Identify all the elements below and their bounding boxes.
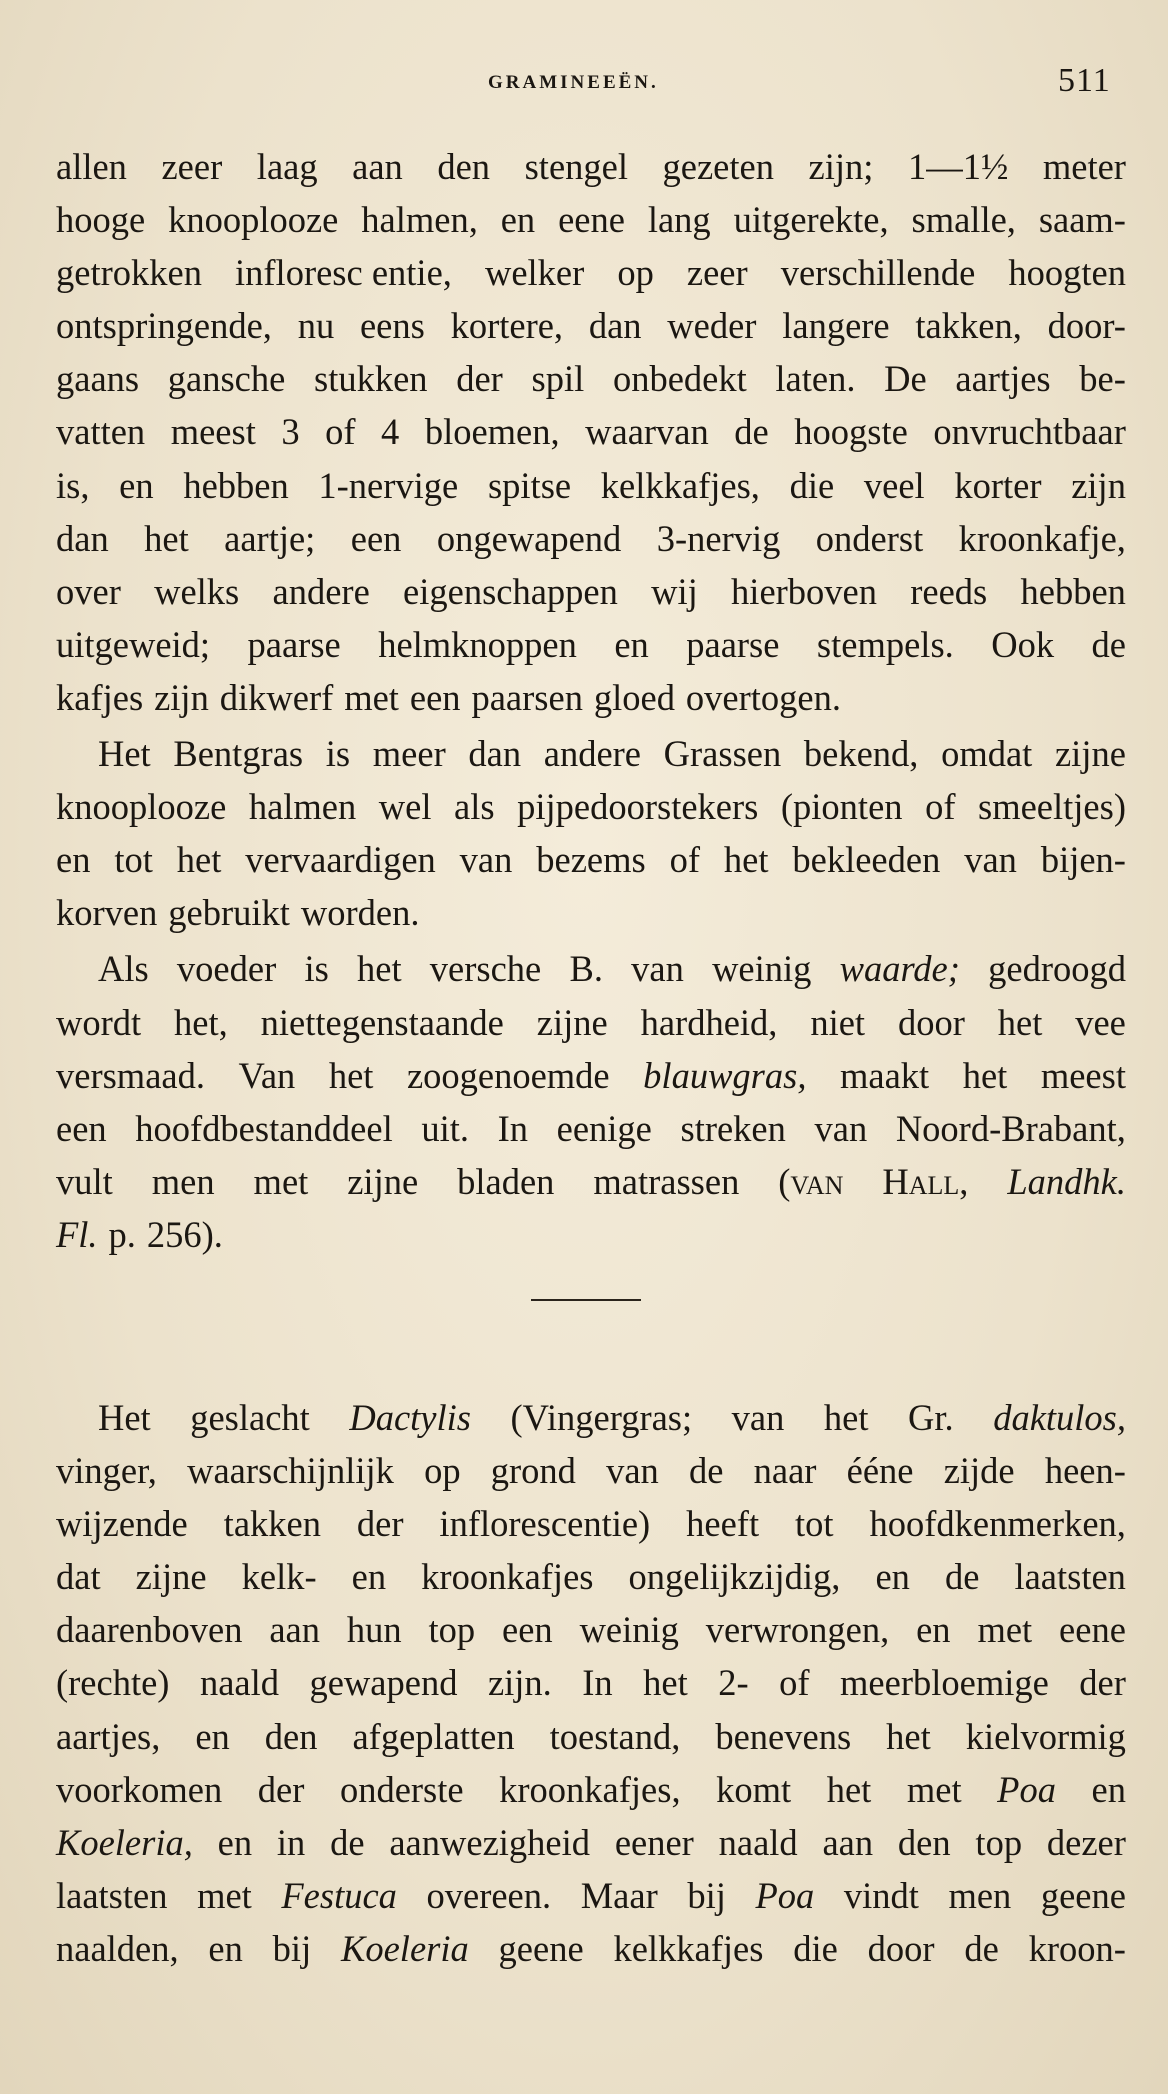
text-line: korven gebruikt worden. (56, 892, 420, 934)
text-line: wijzende takken der inflorescentie) heeft tot hoofdkenmerken, (56, 1503, 1126, 1545)
body-text (56, 140, 1126, 1975)
text-line: Fl. p. 256). (56, 1213, 223, 1255)
text-line: Het Bentgras is meer dan andere Grassen bekend, omdat zijne (98, 733, 1126, 775)
running-head: GRAMINEEËN. (488, 72, 659, 93)
text-line: wordt het, niettegenstaande zijne hardheid, niet door het vee (56, 1001, 1126, 1043)
text-line: vatten meest 3 of 4 bloemen, waarvan de hoogste onvruchtbaar (56, 411, 1126, 453)
text-line: een hoofdbestanddeel uit. In eenige streken van Noord-Brabant, (56, 1107, 1126, 1149)
text-line: ontspringende, nu eens kortere, dan weder langere takken, door- (56, 305, 1126, 347)
text-line: gaans gansche stukken der spil onbedekt laten. De aartjes be- (56, 358, 1126, 400)
text-line: aartjes, en den afgeplatten toestand, benevens het kielvormig (56, 1715, 1126, 1757)
page-header (0, 62, 1168, 112)
text-line: daarenboven aan hun top een weinig verwrongen, en met eene (56, 1609, 1126, 1651)
text-line: kafjes zijn dikwerf met een paarsen gloed overtogen. (56, 676, 841, 718)
text-line: is, en hebben 1-nervige spitse kelkkafjes, die veel korter zijn (56, 464, 1126, 506)
paragraph-voeder (56, 942, 1126, 1261)
text-line: versmaad. Van het zoogenoemde blauwgras, maakt het meest (56, 1054, 1126, 1096)
text-line: over welks andere eigenschappen wij hierboven reeds hebben (56, 570, 1126, 612)
text-line: dan het aartje; een ongewapend 3-nervig onderst kroonkafje, (56, 517, 1126, 559)
text-line: vult men met zijne bladen matrassen (van Hall, Landhk. (56, 1160, 1126, 1202)
text-line: knooplooze halmen wel als pijpedoorstekers (pionten of smeeltjes) (56, 786, 1126, 828)
section-divider (56, 1261, 1126, 1391)
text-line: Het geslacht Dactylis (Vingergras; van het Gr. daktulos, (98, 1396, 1126, 1438)
horizontal-rule (531, 1299, 641, 1301)
text-line: vinger, waarschijnlijk op grond van de naar ééne zijde heen- (56, 1450, 1126, 1492)
text-line: en tot het vervaardigen van bezems of het bekleeden van bijen- (56, 839, 1126, 881)
paragraph-bentgras (56, 727, 1126, 939)
text-line: allen zeer laag aan den stengel gezeten zijn; 1—1½ meter (56, 146, 1126, 187)
text-line: laatsten met Festuca overeen. Maar bij Poa vindt men geene (56, 1874, 1126, 1916)
text-line: hooge knooplooze halmen, en eene lang uitgerekte, smalle, saam- (56, 199, 1126, 241)
text-line: dat zijne kelk- en kroonkafjes ongelijkzijdig, en de laatsten (56, 1556, 1126, 1598)
text-line: uitgeweid; paarse helmknoppen en paarse stempels. Ook de (56, 623, 1126, 665)
text-line: naalden, en bij Koeleria geene kelkkafjes die door de kroon- (56, 1927, 1126, 1969)
paragraph-dactylis (56, 1391, 1126, 1975)
paragraph-continued (56, 140, 1126, 724)
text-line: Als voeder is het versche B. van weinig waarde; gedroogd (98, 948, 1126, 990)
text-line: voorkomen der onderste kroonkafjes, komt het met Poa en (56, 1768, 1126, 1810)
text-line: (rechte) naald gewapend zijn. In het 2- of meerbloemige der (56, 1662, 1126, 1704)
text-line: getrokken infloresc entie, welker op zeer verschillende hoogten (56, 252, 1126, 294)
text-line: Koeleria, en in de aanwezigheid eener naald aan den top dezer (56, 1821, 1126, 1863)
page-number: 511 (1058, 62, 1111, 99)
